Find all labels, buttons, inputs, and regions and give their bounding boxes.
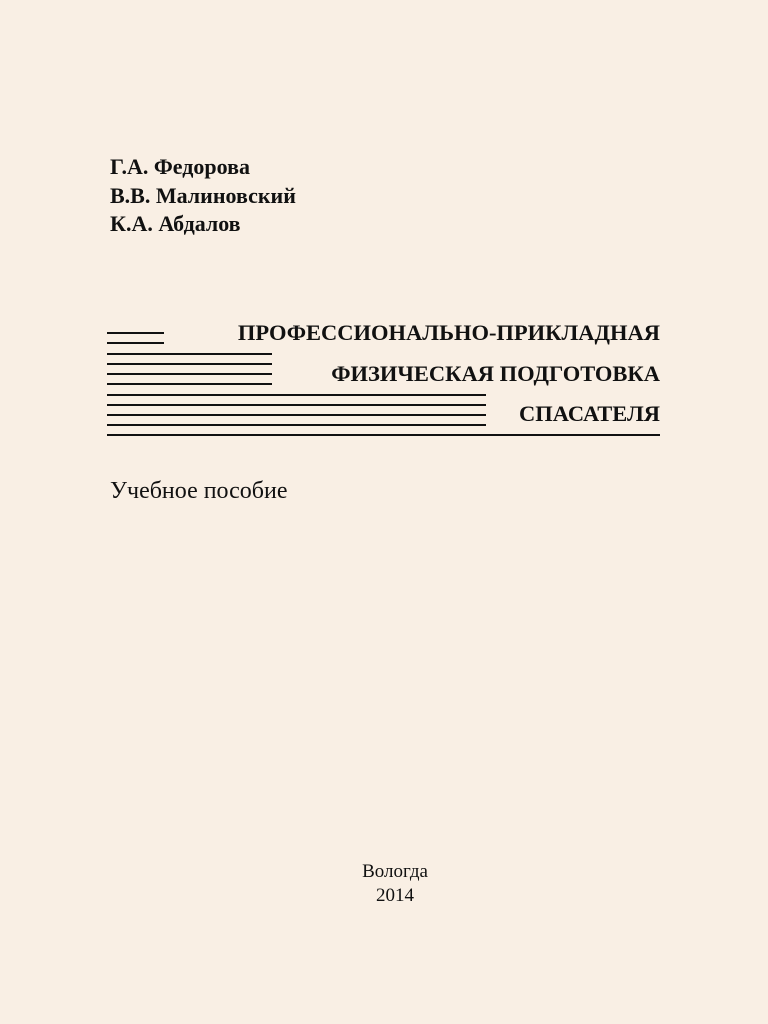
title-line-2: ФИЗИЧЕСКАЯ ПОДГОТОВКА [331,361,660,386]
decorative-rule [107,434,660,436]
author-name: Г.А. Федорова [110,154,250,179]
imprint-city: Вологда [362,861,428,882]
title-line-3: СПАСАТЕЛЯ [518,401,660,426]
decorative-rule [107,424,486,426]
author-list [110,153,296,239]
author-name: В.В. Малиновский [110,182,296,208]
decorative-rule [107,363,272,365]
decorative-rule [107,383,272,385]
imprint [0,860,768,908]
subtitle: Учебное пособие [110,478,288,504]
decorative-rule [107,394,486,396]
decorative-rule [107,404,486,406]
author-name: К.А. Абдалов [110,211,241,236]
decorative-rule [107,353,272,355]
decorative-rule [107,332,164,334]
imprint-year: 2014 [376,885,414,906]
decorative-rule [107,342,164,344]
decorative-rule [107,373,272,375]
decorative-rule [107,414,486,416]
title-line-1: ПРОФЕССИОНАЛЬНО-ПРИКЛАДНАЯ [237,320,660,345]
